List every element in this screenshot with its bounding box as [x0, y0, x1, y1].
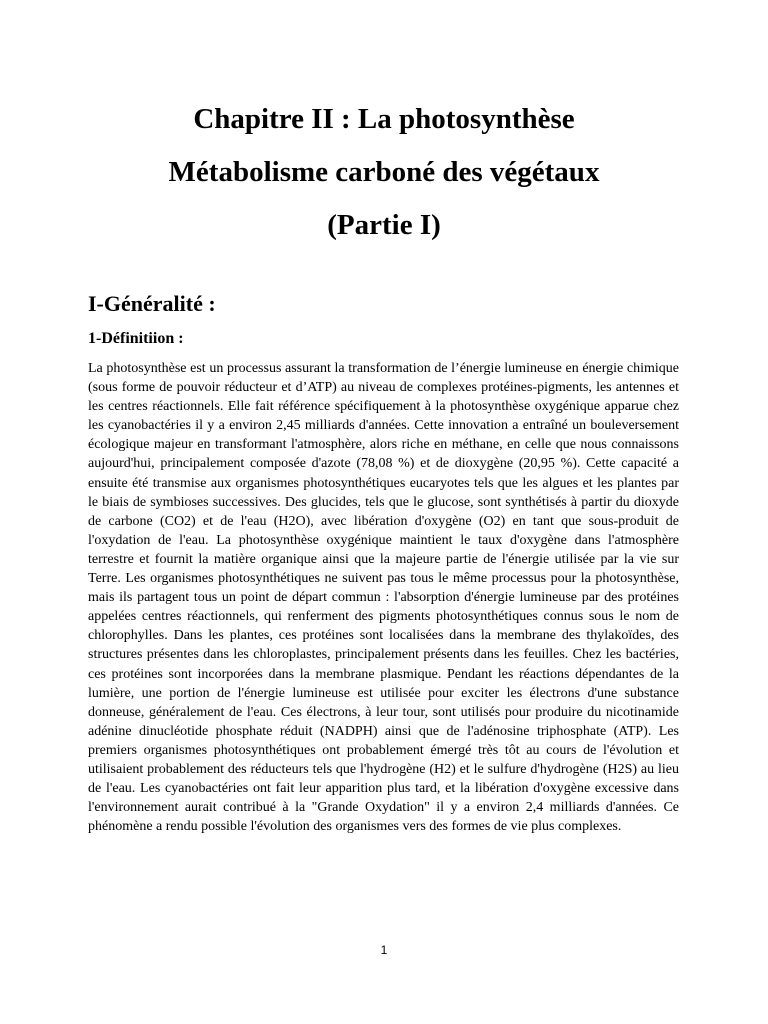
section-heading: I-Généralité :: [88, 291, 216, 316]
page-number: 1: [380, 943, 388, 957]
chapter-subtitle: Métabolisme carboné des végétaux: [168, 156, 600, 188]
subsection-heading: 1-Définitiion :: [88, 330, 184, 347]
chapter-title-block: [0, 93, 768, 252]
chapter-title: Chapitre II : La photosynthèse: [193, 103, 575, 135]
body-paragraph: La photosynthèse est un processus assurant la transformation de l’énergie lumineuse en énergie chimique (sous forme de pouvoir réducteur et d’ATP) au niveau de complexes protéines-pigments, les antennes et les centres réactionnels. Elle fait référence spécifiquement à la photosynthèse oxygénique apparue chez les cyanobactéries il y a environ 2,45 milliards d'années. Cette innovation a entraîné un bouleversement écologique majeur en transformant l'atmosphère, alors riche en méthane, en celle que nous connaissons aujourd'hui, principalement composée d'azote (78,08 %) et de dioxygène (20,95 %). Cette capacité a ensuite été transmise aux organismes photosynthétiques eucaryotes tels que les algues et les plantes par le biais de symbioses successives. Des glucides, tels que le glucose, sont synthétisés à partir du dioxyde de carbone (CO2) et de l'eau (H2O), avec libération d'oxygène (O2) en tant que sous-produit de l'oxydation de l'eau. La photosynthèse oxygénique maintient le taux d'oxygène dans l'atmosphère terrestre et fournit la matière organique ainsi que la majeure partie de l'énergie utilisée par la vie sur Terre. Les organismes photosynthétiques ne suivent pas tous le même processus pour la photosynthèse, mais ils partagent tous un point de départ commun : l'absorption d'énergie lumineuse par des protéines appelées centres réactionnels, qui renferment des pigments photosynthétiques connus sous le nom de chlorophylles. Dans les plantes, ces protéines sont localisées dans la membrane des thylakoïdes, des structures présentes dans les chloroplastes, principalement présents dans les feuilles. Chez les bactéries, ces protéines sont incorporées dans la membrane plasmique. Pendant les réactions dépendantes de la lumière, une portion de l'énergie lumineuse est utilisée pour exciter les électrons d'une substance donneuse, généralement de l'eau. Ces électrons, à leur tour, sont utilisés pour produire du nicotinamide adénine dinucléotide phosphate réduit (NADPH) ainsi que de l'adénosine triphosphate (ATP). Les premiers organismes photosynthétiques ont probablement émergé très tôt au cours de l'évolution et utilisaient probablement des réducteurs tels que l'hydrogène (H2) et le sulfure d'hydrogène (H2S) au lieu de l'eau. Les cyanobactéries ont fait leur apparition plus tard, et la libération d'oxygène excessive dans l'environnement aurait contribué à la "Grande Oxydation" il y a environ 2,4 milliards d'années. Ce phénomène a rendu possible l'évolution des organismes vers des formes de vie plus complexes.: [88, 361, 679, 835]
chapter-part: (Partie I): [327, 209, 441, 241]
